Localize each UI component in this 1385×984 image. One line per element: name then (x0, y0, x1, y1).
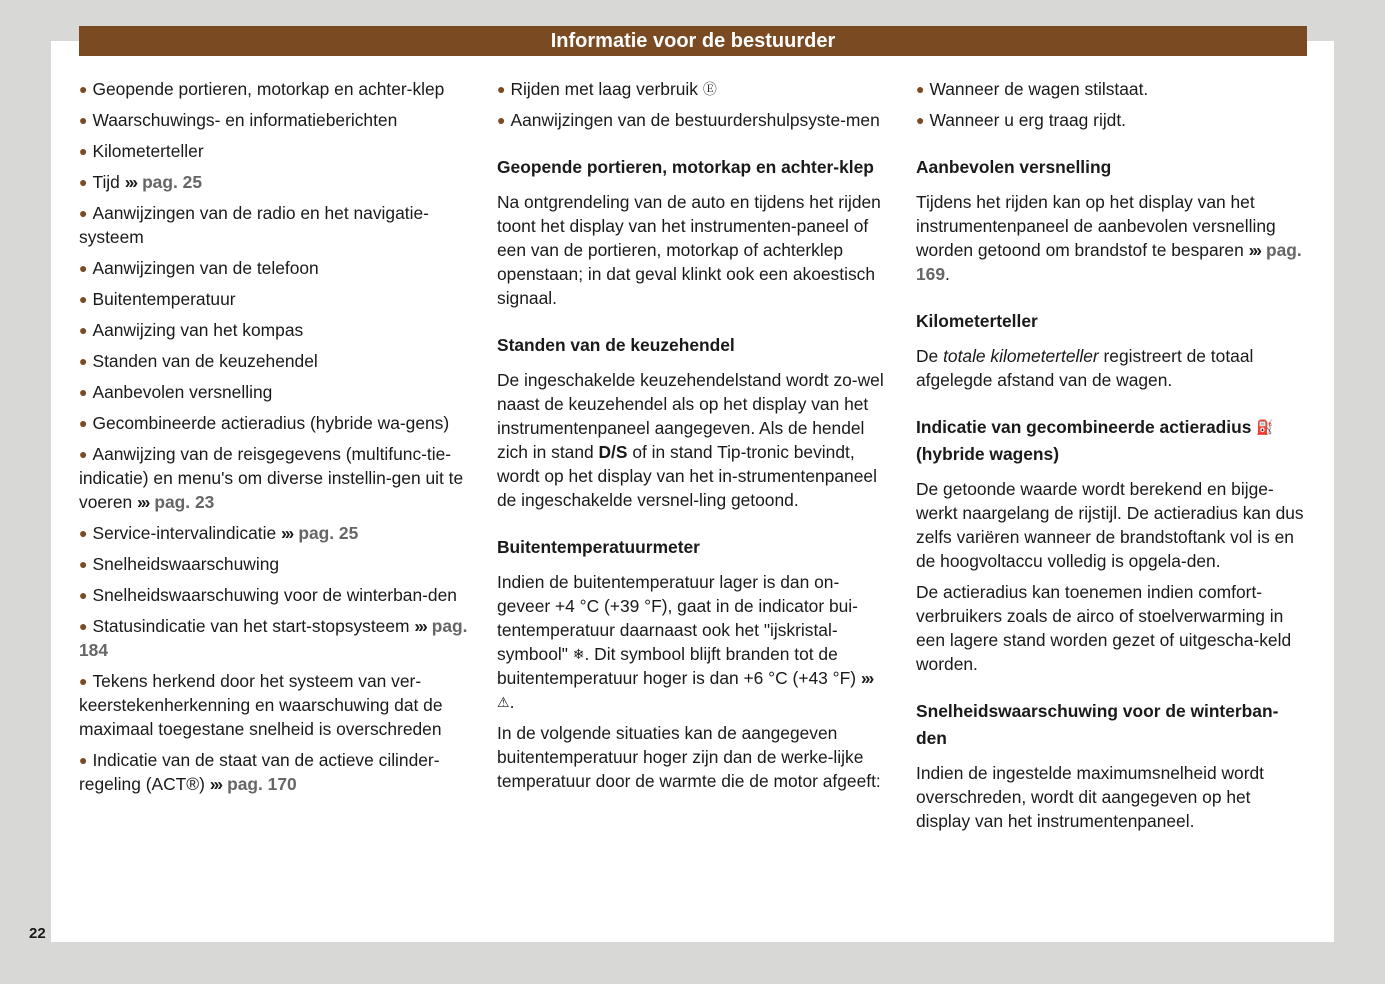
text: Snelheidswaarschuwing voor de winterban-den (916, 701, 1279, 748)
text: Statusindicatie van het start-stopsysteem (92, 616, 415, 636)
text: Wanneer de wagen stilstaat. (929, 79, 1149, 99)
text: Indicatie van de staat van de actieve cilinder-regeling (ACT®) (79, 750, 440, 794)
reference-arrow-icon: ››› (280, 523, 293, 543)
bullet-icon: ● (79, 174, 88, 190)
bullet-icon: ● (79, 446, 88, 462)
text: Indien de ingestelde maximumsnelheid wordt overschreden, wordt dit aangegeven op het display van het instrumentenpaneel. (916, 763, 1265, 831)
text: Indicatie van gecombineerde actieradius (916, 417, 1257, 437)
list-item (79, 521, 471, 545)
column-1 (79, 77, 471, 803)
text: Aanwijzingen van de telefoon (92, 258, 319, 278)
text: Aanwijzing van de reisgegevens (multifunc-tie-indicatie) en menu's om diverse instellin-gen uit te voeren (79, 444, 464, 512)
bullet-icon: ● (79, 112, 88, 128)
section-heading (497, 534, 889, 561)
list-item (79, 411, 471, 435)
text: Waarschuwings- en informatieberichten (92, 110, 398, 130)
list-item (916, 77, 1308, 101)
bullet-icon: ● (79, 673, 88, 689)
paragraph (497, 570, 889, 714)
section-header: Informatie voor de bestuurder (79, 26, 1307, 56)
reference-arrow-icon: ››› (209, 774, 222, 794)
reference-arrow-icon: ››› (137, 492, 149, 512)
text: Standen van de keuzehendel (497, 335, 735, 355)
text: Indien de buitentemperatuur lager is dan on-geveer +4 °C (+39 °F), gaat in de indicator bui-tentemperatuur daarnaast ook het "ijskristal-symbool" (497, 572, 858, 664)
bullet-icon: ● (79, 260, 88, 276)
page-reference-link[interactable]: pag. 25 (142, 172, 202, 192)
paragraph (916, 344, 1308, 392)
list-item (79, 287, 471, 311)
text: . Dit symbool blijft branden tot de buitentemperatuur hoger is dan +6 °C (+43 °F) (497, 644, 861, 688)
eco-icon: Ⓔ (702, 81, 717, 97)
text: registreert de totaal afgelegde afstand van de wagen. (916, 346, 1254, 390)
paragraph (916, 477, 1308, 573)
text: Buitentemperatuur (92, 289, 236, 309)
text: De getoonde waarde wordt berekend en bijge-werkt naargelang de rijstijl. De actieradius kan dus zelfs variëren wanneer de brandstoftank vol is en de hoogvoltaccu volledig is opgela-den. (916, 479, 1304, 571)
text: . (509, 692, 515, 712)
text: Snelheidswaarschuwing (92, 554, 280, 574)
text: . (945, 264, 950, 284)
section-heading (497, 332, 889, 359)
list-item (79, 669, 471, 741)
list-item (79, 380, 471, 404)
list-item (79, 139, 471, 163)
list-item (79, 77, 471, 101)
list-item (916, 108, 1308, 132)
text: Tekens herkend door het systeem van ver-keerstekenherkenning en waarschuwing dat de maximaal toegestane snelheid is overschreden (79, 671, 443, 739)
list-item (497, 108, 889, 132)
list-item (497, 77, 889, 101)
page-number: 22 (29, 925, 46, 942)
page-reference-link[interactable]: pag. 25 (298, 523, 359, 543)
page-reference-link[interactable]: pag. 170 (227, 774, 297, 794)
reference-arrow-icon: ››› (1248, 240, 1260, 260)
list-item (79, 349, 471, 373)
text: D/S (598, 442, 628, 462)
text: Gecombineerde actieradius (hybride wa-gens) (92, 413, 450, 433)
list-item (79, 748, 471, 796)
list-item (79, 442, 471, 514)
warning-icon: ⚠ (497, 694, 510, 710)
paragraph (497, 190, 889, 310)
text: Kilometerteller (916, 311, 1038, 331)
section-heading (916, 308, 1308, 335)
list-item (79, 201, 471, 249)
list-item (79, 108, 471, 132)
text: Aanwijzingen van de bestuurdershulpsyste-men (510, 110, 880, 130)
bullet-icon: ● (79, 525, 88, 541)
bullet-icon: ● (79, 353, 88, 369)
snowflake-icon: ❄ (572, 646, 585, 662)
section-heading (916, 698, 1308, 752)
text: Aanwijzingen van de radio en het navigatie-systeem (79, 203, 429, 247)
text: of in stand Tip-tronic bevindt, wordt op het display van het in-strumentenpaneel de ingeschakelde versnel-ling getoond. (497, 442, 877, 510)
paragraph (916, 580, 1308, 676)
list-item (79, 318, 471, 342)
text: Kilometerteller (92, 141, 204, 161)
bullet-icon: ● (79, 143, 88, 159)
text: De (916, 346, 944, 366)
column-2 (497, 77, 889, 800)
section-heading (497, 154, 889, 181)
text: Wanneer u erg traag rijdt. (929, 110, 1127, 130)
text: Rijden met laag verbruik (510, 79, 703, 99)
bullet-icon: ● (916, 81, 925, 97)
bullet-icon: ● (916, 112, 925, 128)
text: De actieradius kan toenemen indien comfort-verbruikers zoals de airco of stoelverwarming in een lagere stand worden gezet of uitgescha-keld worden. (916, 582, 1292, 674)
text: Tijd (92, 172, 125, 192)
paragraph (916, 761, 1308, 833)
bullet-icon: ● (79, 587, 88, 603)
bullet-icon: ● (79, 618, 88, 634)
bullet-icon: ● (79, 556, 88, 572)
text: Standen van de keuzehendel (92, 351, 318, 371)
text: Snelheidswaarschuwing voor de winterban-den (92, 585, 457, 605)
hybrid-range-icon: ⛽ (1256, 419, 1274, 435)
text: Geopende portieren, motorkap en achter-klep (92, 79, 445, 99)
page-reference-link[interactable]: pag. 169 (916, 240, 1302, 284)
bullet-icon: ● (497, 112, 506, 128)
list-item (79, 256, 471, 280)
paragraph (497, 368, 889, 512)
bullet-icon: ● (79, 384, 88, 400)
text: Aanbevolen versnelling (916, 157, 1112, 177)
paragraph (916, 190, 1308, 286)
text: totale kilometerteller (943, 346, 1099, 366)
section-heading (916, 154, 1308, 181)
text: Geopende portieren, motorkap en achter-klep (497, 157, 874, 177)
reference-arrow-icon: ››› (124, 172, 137, 192)
column-3 (916, 77, 1308, 840)
text: (hybride wagens) (916, 444, 1060, 464)
text: Aanwijzing van het kompas (92, 320, 304, 340)
text: Na ontgrendeling van de auto en tijdens het rijden toont het display van het instrumenten-paneel of een van de portieren, motorkap of achterklep openstaan; in dat geval klinkt ook een akoestisch signaal. (497, 192, 881, 308)
bullet-icon: ● (79, 322, 88, 338)
bullet-icon: ● (79, 205, 88, 221)
page-reference-link[interactable]: pag. 23 (154, 492, 215, 512)
text: Tijdens het rijden kan op het display van het instrumentenpaneel de aanbevolen versnelling worden getoond om brandstof te besparen (916, 192, 1276, 260)
page-reference-link[interactable]: pag. 184 (79, 616, 468, 660)
list-item (79, 170, 471, 194)
bullet-icon: ● (79, 291, 88, 307)
list-item (79, 583, 471, 607)
text: Buitentemperatuurmeter (497, 537, 700, 557)
paragraph (497, 721, 889, 793)
text: Aanbevolen versnelling (92, 382, 273, 402)
list-item (79, 552, 471, 576)
bullet-icon: ● (79, 81, 88, 97)
reference-arrow-icon: ››› (414, 616, 426, 636)
bullet-icon: ● (79, 752, 88, 768)
reference-arrow-icon: ››› (860, 668, 873, 688)
text: In de volgende situaties kan de aangegeven buitentemperatuur hoger zijn dan de werke-lijke temperatuur door de warmte die de motor afgeeft: (497, 723, 881, 791)
bullet-icon: ● (79, 415, 88, 431)
section-heading (916, 414, 1308, 468)
list-item (79, 614, 471, 662)
bullet-icon: ● (497, 81, 506, 97)
text: Service-intervalindicatie (92, 523, 281, 543)
text: De ingeschakelde keuzehendelstand wordt zo-wel naast de keuzehendel als op het display van het instrumentenpaneel aangegeven. Als de hendel zich in stand (497, 370, 884, 462)
